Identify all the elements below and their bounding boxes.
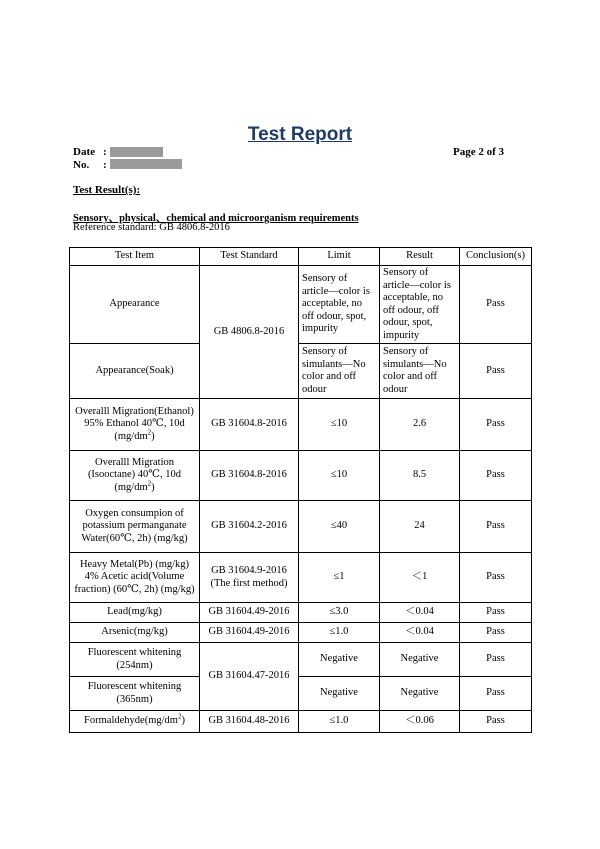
header-test-item: Test Item	[70, 248, 200, 266]
cell-conclusion: Pass	[460, 677, 532, 711]
cell-standard: GB 31604.49-2016	[200, 623, 299, 643]
cell-limit: ≤1.0	[299, 711, 380, 733]
table-row	[70, 451, 532, 501]
date-redaction	[110, 147, 163, 157]
item-text: Formaldehyde(mg/dm	[84, 715, 178, 727]
table-row	[70, 623, 532, 643]
cell-limit: ≤40	[299, 501, 380, 553]
cell-limit: Negative	[299, 677, 380, 711]
item-text: (mg/dm	[114, 481, 148, 493]
table-row	[70, 501, 532, 553]
cell-standard: GB 31604.47-2016	[200, 643, 299, 711]
results-table	[69, 247, 532, 733]
table-row	[70, 266, 532, 344]
item-line: (254nm)	[116, 659, 153, 671]
number-colon: :	[103, 159, 107, 171]
cell-standard	[200, 553, 299, 603]
item-superscript: 2	[147, 428, 152, 437]
cell-limit: Negative	[299, 643, 380, 677]
item-line: (365nm)	[116, 693, 153, 705]
item-line: Fluorescent whitening	[87, 647, 182, 658]
number-label: No.	[73, 159, 90, 171]
number-redaction	[110, 159, 182, 169]
cell-limit: ≤10	[299, 399, 380, 451]
item-line: fraction) (60℃, 2h) (mg/kg)	[74, 583, 195, 595]
cell-standard: GB 31604.49-2016	[200, 603, 299, 623]
cell-result: Negative	[380, 677, 460, 711]
cell-result: ＜0.04	[380, 623, 460, 643]
cell-result: 2.6	[380, 399, 460, 451]
item-line: Heavy Metal(Pb) (mg/kg)	[79, 558, 190, 570]
cell-result: 8.5	[380, 451, 460, 501]
item-line: Overalll Migration	[94, 456, 175, 468]
cell-item	[70, 553, 200, 603]
cell-standard: GB 31604.48-2016	[200, 711, 299, 733]
date-colon: :	[103, 146, 107, 158]
item-superscript: 2	[147, 479, 152, 488]
item-line: 4% Acetic acid(Volume	[84, 571, 185, 583]
date-label: Date	[73, 146, 95, 158]
item-superscript: 2	[177, 712, 182, 721]
cell-item	[70, 711, 200, 733]
table-row	[70, 399, 532, 451]
cell-result: ＜0.06	[380, 711, 460, 733]
cell-item	[70, 677, 200, 711]
cell-conclusion: Pass	[460, 553, 532, 603]
cell-standard: GB 31604.8-2016	[200, 451, 299, 501]
header-result: Result	[380, 248, 460, 266]
header-test-standard: Test Standard	[200, 248, 299, 266]
cell-item: Arsenic(mg/kg)	[70, 623, 200, 643]
page-number: Page 2 of 3	[453, 146, 505, 158]
cell-conclusion: Pass	[460, 711, 532, 733]
table-row	[70, 603, 532, 623]
cell-item	[70, 451, 200, 501]
item-text: (mg/dm	[114, 430, 148, 442]
cell-item	[70, 643, 200, 677]
cell-limit: Sensory of article—color is acceptable, no off odour, spot, impurity	[299, 266, 380, 344]
table-row	[70, 553, 532, 603]
cell-item	[70, 501, 200, 553]
cell-result: Sensory of simulants—No color and off odour	[380, 344, 460, 399]
table-row	[70, 344, 532, 399]
cell-item	[70, 399, 200, 451]
cell-result: ＜1	[380, 553, 460, 603]
cell-standard: GB 31604.2-2016	[200, 501, 299, 553]
item-line: 95% Ethanol 40℃, 10d	[84, 418, 185, 430]
cell-limit: ≤1	[299, 553, 380, 603]
cell-result: Negative	[380, 643, 460, 677]
cell-standard: GB 31604.8-2016	[200, 399, 299, 451]
item-line: potassium permanganate	[82, 520, 187, 532]
cell-item: Lead(mg/kg)	[70, 603, 200, 623]
cell-conclusion: Pass	[460, 643, 532, 677]
item-text: )	[181, 715, 185, 727]
item-line	[73, 479, 196, 495]
cell-item: Appearance	[70, 266, 200, 344]
item-line: Overalll Migration(Ethanol)	[75, 405, 194, 417]
cell-result: Sensory of article—color is acceptable, no off odour, off odour, spot, impurity	[380, 266, 460, 344]
standard-line: GB 31604.9-2016	[211, 565, 287, 576]
table-row	[70, 711, 532, 733]
header-conclusion: Conclusion(s)	[460, 248, 532, 266]
cell-conclusion: Pass	[460, 623, 532, 643]
item-text: )	[151, 430, 155, 442]
page-title: Test Report	[247, 124, 353, 145]
cell-conclusion: Pass	[460, 344, 532, 399]
item-line	[73, 428, 196, 444]
cell-limit: ≤1.0	[299, 623, 380, 643]
table-header-row	[70, 248, 532, 266]
cell-item: Appearance(Soak)	[70, 344, 200, 399]
item-line: Oxygen consumpion of	[85, 507, 184, 519]
cell-conclusion: Pass	[460, 399, 532, 451]
reference-standard: Reference standard: GB 4806.8-2016	[73, 222, 230, 233]
results-heading: Test Result(s):	[73, 184, 141, 196]
cell-limit: ≤10	[299, 451, 380, 501]
item-line: Fluorescent whitening	[87, 681, 182, 692]
item-line: Water(60℃, 2h) (mg/kg)	[81, 532, 188, 544]
table-row	[70, 643, 532, 677]
cell-standard: GB 4806.8-2016	[200, 266, 299, 399]
header-limit: Limit	[299, 248, 380, 266]
cell-limit: Sensory of simulants—No color and off odour	[299, 344, 380, 399]
cell-conclusion: Pass	[460, 451, 532, 501]
cell-result: ＜0.04	[380, 603, 460, 623]
item-line: (Isooctane) 40℃, 10d	[87, 469, 182, 481]
item-text: )	[151, 481, 155, 493]
cell-conclusion: Pass	[460, 603, 532, 623]
table-row	[70, 677, 532, 711]
cell-limit: ≤3.0	[299, 603, 380, 623]
cell-conclusion: Pass	[460, 501, 532, 553]
cell-result: 24	[380, 501, 460, 553]
requirements-heading: Sensory、physical、chemical and microorganism requirements	[73, 213, 359, 224]
cell-conclusion: Pass	[460, 266, 532, 344]
standard-line: (The first method)	[210, 577, 288, 589]
